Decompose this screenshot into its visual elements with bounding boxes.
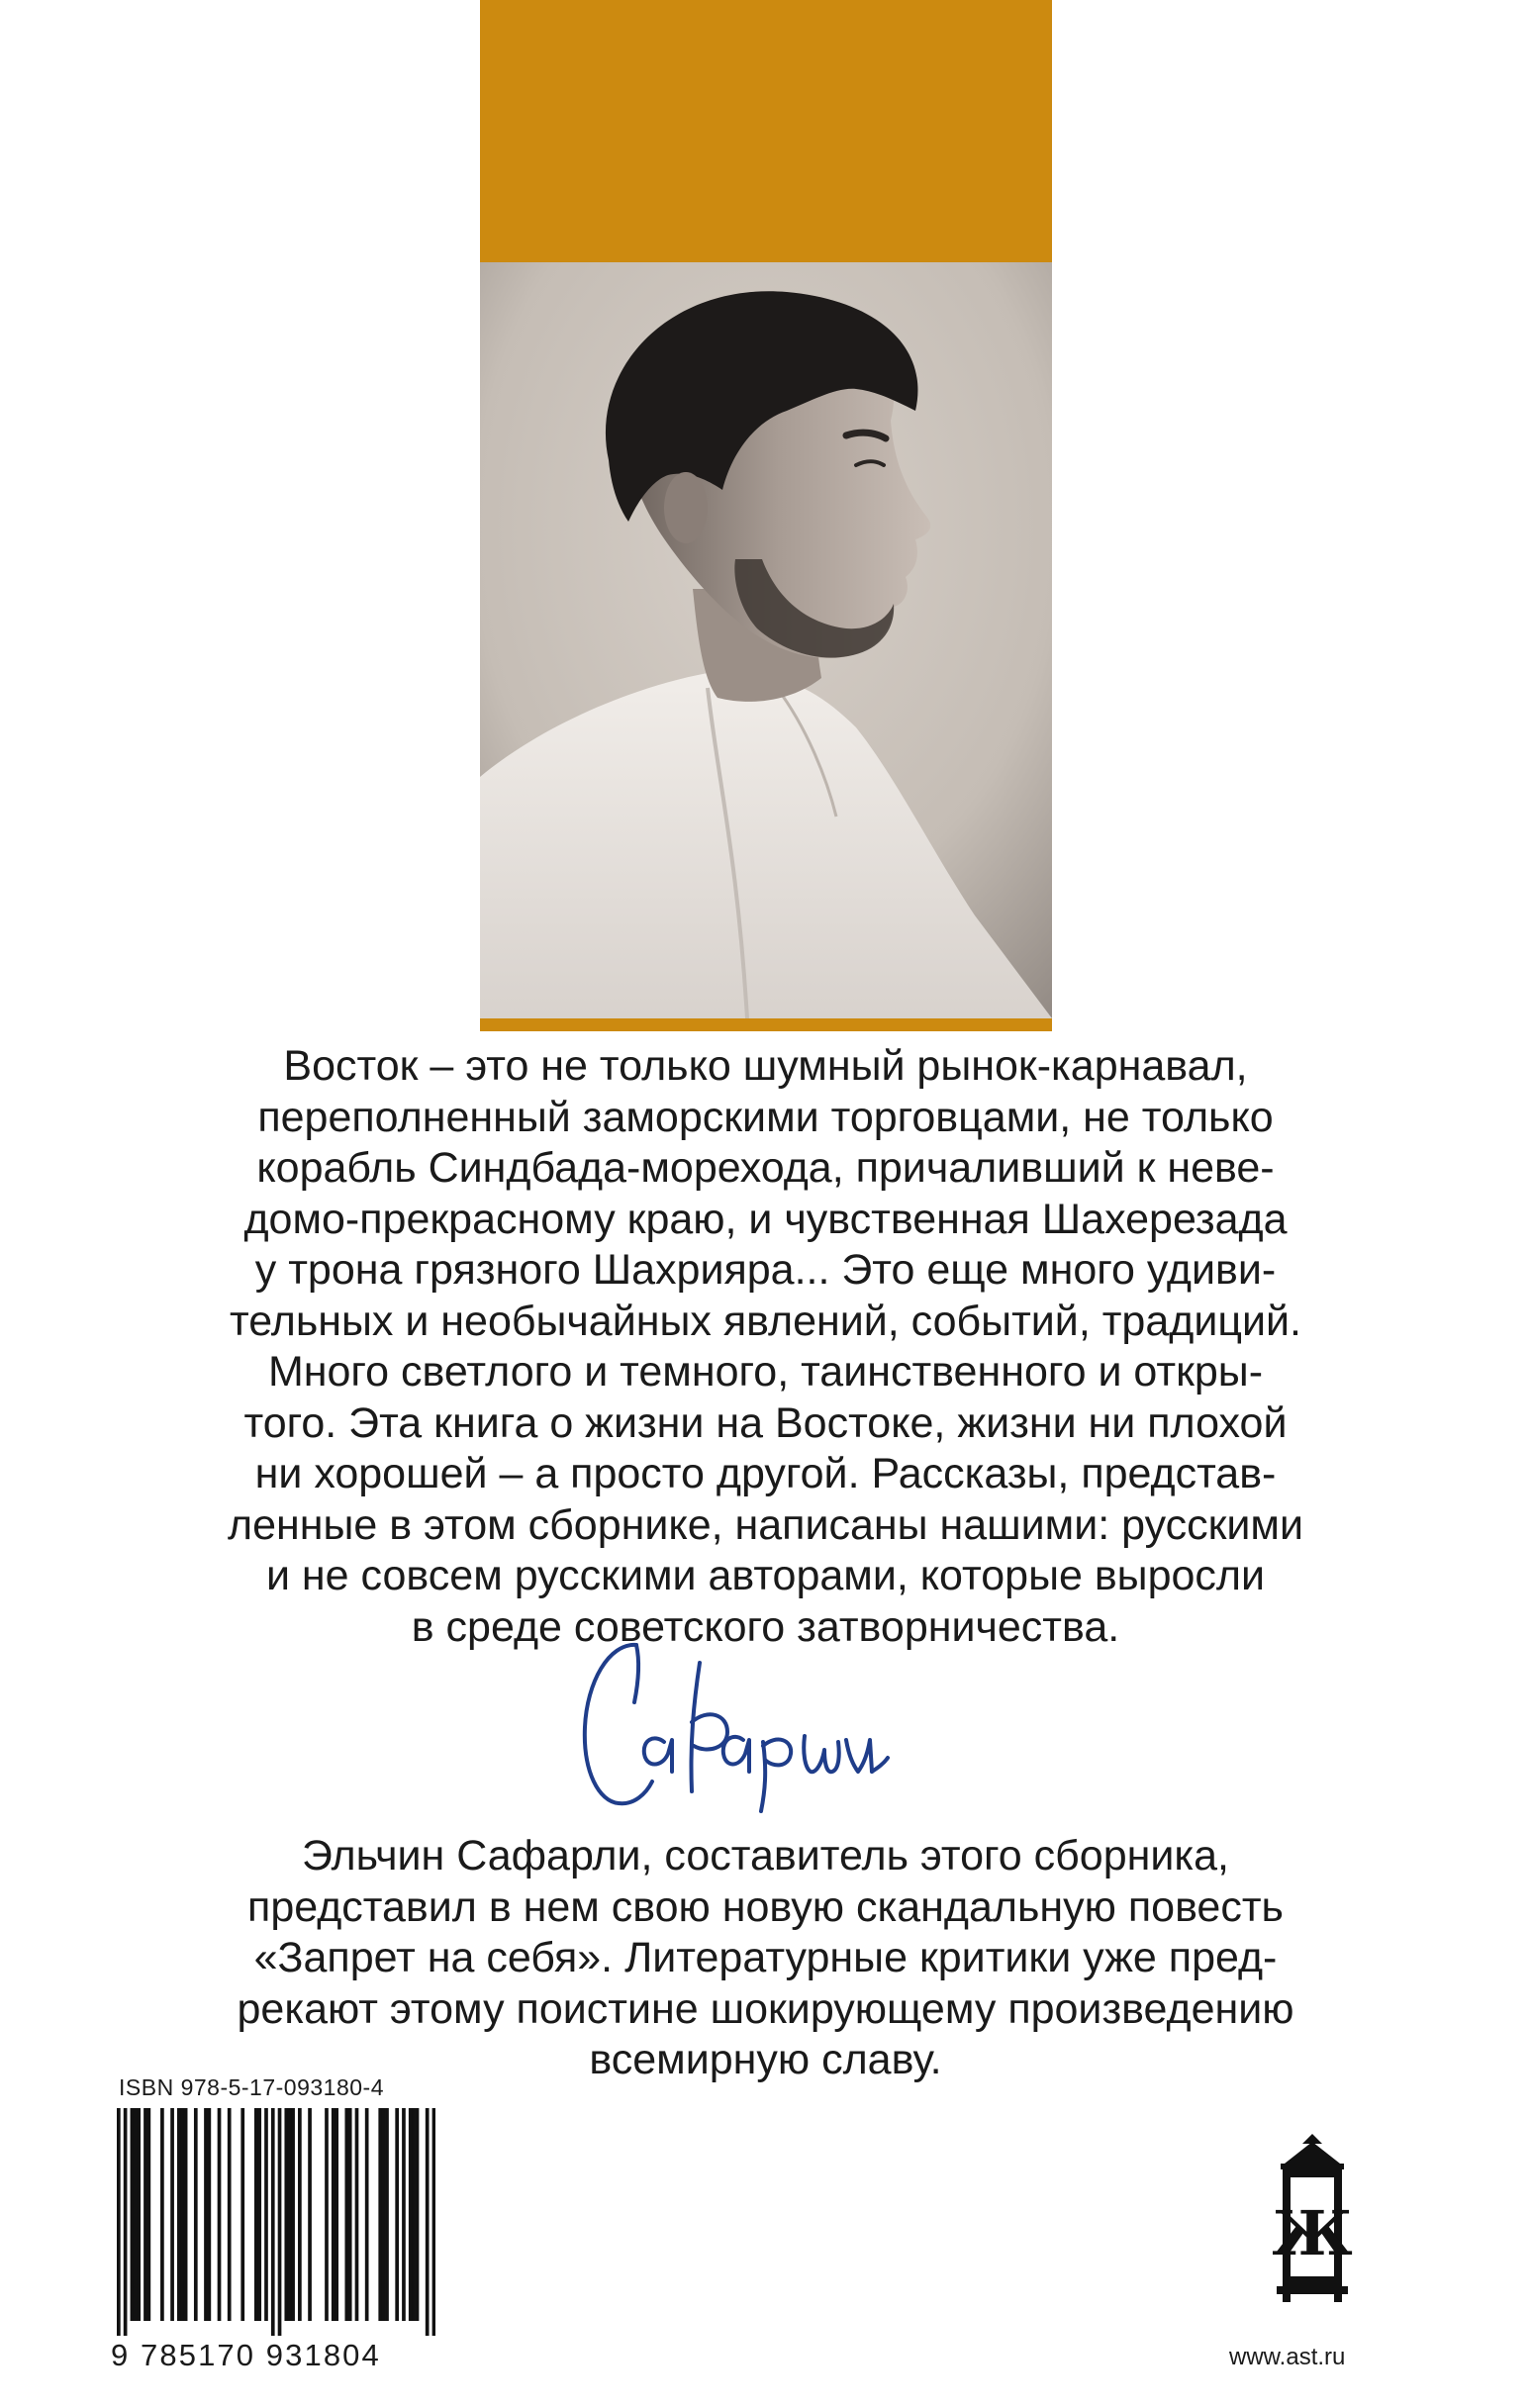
barcode — [117, 2108, 435, 2336]
description-line: и не совсем русскими авторами, которые выросли — [265, 1552, 1266, 1599]
barcode-bar — [325, 2108, 329, 2321]
description-line: в среде советского затворничества. — [411, 1602, 1120, 1651]
barcode-bar — [426, 2108, 430, 2336]
description-line: домо-прекрасному краю, и чувственная Шахерезада — [243, 1195, 1288, 1243]
barcode-bar — [308, 2108, 312, 2321]
barcode-bar — [378, 2108, 382, 2321]
description-line: ни хорошей – а просто другой. Рассказы, представ- — [254, 1450, 1277, 1497]
description-line: тельных и необычайных явлений, событий, традиций. — [230, 1297, 1301, 1345]
barcode-bar — [170, 2108, 174, 2321]
description-line: того. Эта книга о жизни на Востоке, жизни ни плохой — [243, 1398, 1288, 1447]
description-paragraph — [109, 1041, 1422, 1653]
accent-color-band — [480, 0, 1052, 262]
barcode-digits: 9 785170 931804 — [111, 2338, 381, 2372]
barcode-bar — [131, 2108, 135, 2321]
svg-text:Ж: Ж — [1272, 2197, 1353, 2269]
barcode-bar — [144, 2108, 147, 2321]
compiler-paragraph — [109, 1831, 1422, 2086]
description-line: Много светлого и темного, таинственного и откры- — [267, 1348, 1264, 1396]
barcode-bar — [184, 2108, 188, 2321]
barcode-bar — [208, 2108, 212, 2321]
barcode-bar — [385, 2108, 389, 2321]
publisher-lantern-logo-icon — [1269, 2134, 1356, 2302]
description-line: переполненный заморскими торговцами, не только — [257, 1093, 1274, 1141]
description-line: ленные в этом сборнике, написаны нашими: русскими — [227, 1500, 1303, 1549]
barcode-bar — [284, 2108, 288, 2321]
description-line: корабль Синдбада-морехода, причаливший к неве- — [256, 1144, 1275, 1192]
barcode-bar — [257, 2108, 261, 2321]
barcode-bar — [335, 2108, 338, 2321]
barcode-bar — [264, 2108, 268, 2321]
barcode-bar — [348, 2108, 352, 2321]
barcode-bar — [298, 2108, 302, 2321]
compiler-line: всемирную славу. — [589, 2036, 942, 2083]
barcode-bar — [134, 2108, 138, 2321]
barcode-bar — [177, 2108, 181, 2321]
compiler-line: Эльчин Сафарли, составитель этого сборника, — [302, 1832, 1229, 1879]
barcode-bar — [402, 2108, 406, 2321]
barcode-bar — [124, 2108, 128, 2336]
barcode-bar — [278, 2108, 282, 2336]
barcode-bar — [409, 2108, 413, 2321]
barcode-bar — [271, 2108, 275, 2336]
barcode-bar — [147, 2108, 151, 2321]
barcode-bar — [228, 2108, 232, 2321]
compiler-line: «Запрет на себя». Литературные критики уже пред- — [253, 1934, 1278, 1981]
barcode-bar — [254, 2108, 258, 2321]
compiler-line: рекают этому поистине шокирующему произведению — [237, 1984, 1294, 2033]
barcode-bar — [137, 2108, 141, 2321]
barcode-bar — [240, 2108, 244, 2321]
barcode-bar — [218, 2108, 222, 2321]
barcode-bar — [355, 2108, 359, 2321]
author-portrait-photo — [480, 262, 1052, 1018]
barcode-bar — [382, 2108, 386, 2321]
compiler-line: представил в нем свою новую скандальную повесть — [247, 1882, 1284, 1931]
barcode-bar — [204, 2108, 208, 2321]
description-line: Восток – это не только шумный рынок-карнавал, — [283, 1042, 1248, 1090]
barcode-bar — [194, 2108, 198, 2321]
accent-color-strip — [480, 1018, 1052, 1031]
barcode-bar — [412, 2108, 416, 2321]
barcode-bar — [288, 2108, 292, 2321]
barcode-bar — [180, 2108, 184, 2321]
publisher-website: www.ast.ru — [1229, 2344, 1346, 2370]
barcode-bar — [344, 2108, 348, 2321]
barcode-bar — [160, 2108, 164, 2321]
barcode-bar — [395, 2108, 399, 2321]
author-signature — [569, 1623, 896, 1821]
barcode-bar — [332, 2108, 335, 2321]
isbn-label: ISBN 978-5-17-093180-4 — [119, 2074, 384, 2100]
barcode-bar — [117, 2108, 121, 2336]
barcode-bar — [416, 2108, 420, 2321]
barcode-bar — [365, 2108, 369, 2321]
barcode-bar — [291, 2108, 295, 2321]
description-line: у трона грязного Шахрияра... Это еще много удиви- — [254, 1246, 1277, 1294]
barcode-bar — [432, 2108, 435, 2336]
